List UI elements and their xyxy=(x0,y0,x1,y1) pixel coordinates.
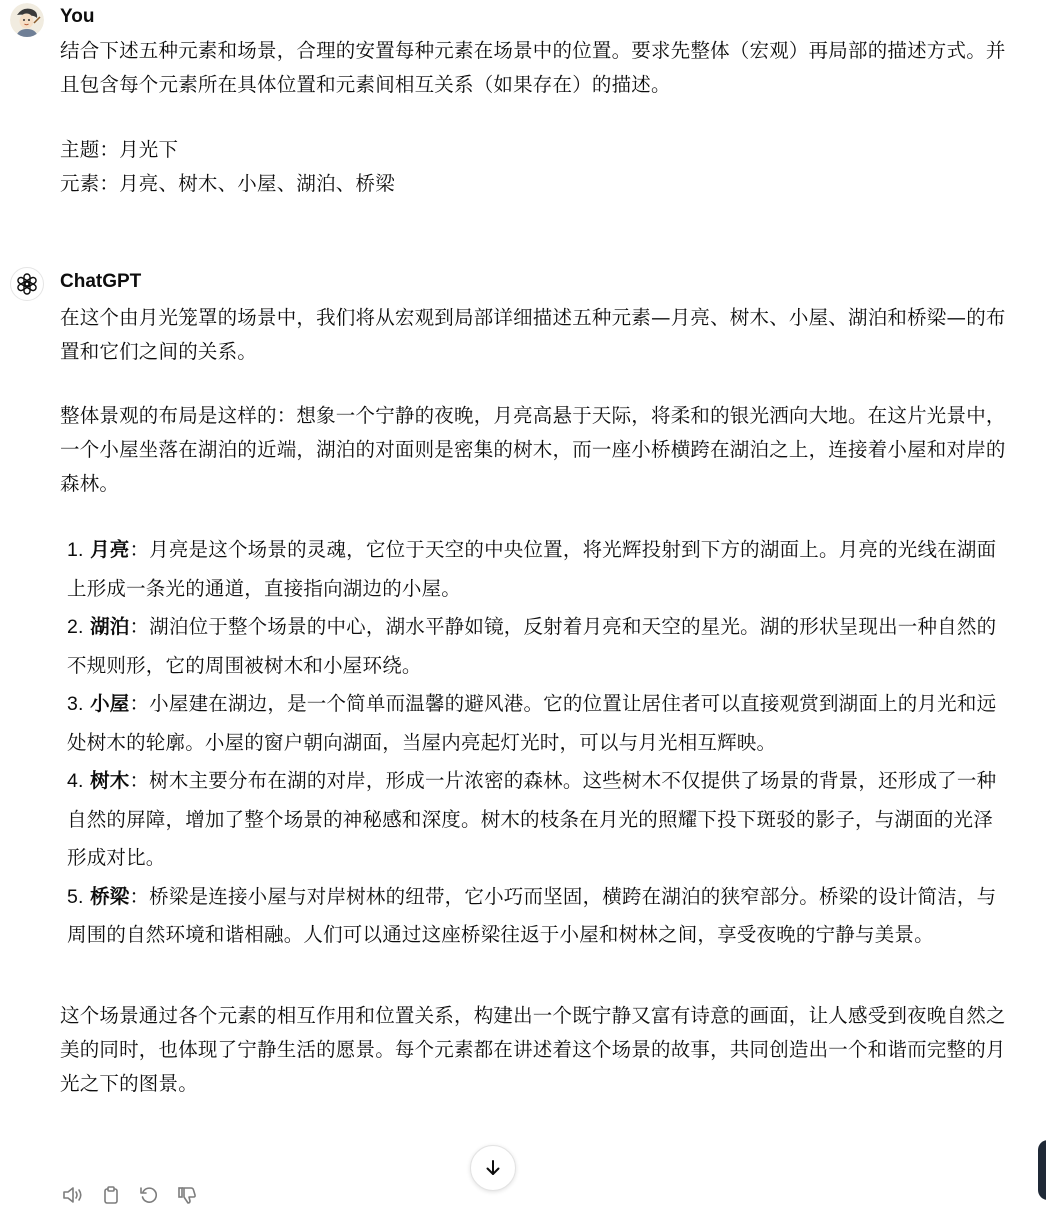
list-item xyxy=(67,878,1012,955)
list-item-term: 湖泊 xyxy=(90,615,130,638)
copy-button[interactable] xyxy=(96,1180,126,1210)
thumbs-down-icon xyxy=(176,1184,198,1206)
user-message-body xyxy=(60,34,1012,201)
user-theme-line: 主题：月光下 xyxy=(60,138,179,161)
user-avatar-illustration xyxy=(10,3,44,37)
read-aloud-button[interactable] xyxy=(58,1180,88,1210)
list-item-term: 树木 xyxy=(90,769,130,792)
user-author-name: You xyxy=(60,6,95,27)
list-item-term: 桥梁 xyxy=(90,884,130,908)
list-item xyxy=(67,608,1012,685)
arrow-down-icon xyxy=(483,1158,503,1178)
dislike-button[interactable] xyxy=(172,1180,202,1210)
paragraph-gap xyxy=(60,369,1012,399)
side-panel-tab[interactable] xyxy=(1038,1140,1046,1200)
element-list xyxy=(60,531,1012,955)
regenerate-button[interactable] xyxy=(134,1180,164,1210)
assistant-overview: 整体景观的布局是这样的：想象一个宁静的夜晚，月亮高悬于天际，将柔和的银光洒向大地。在这片光景中，一个小屋坐落在湖泊的近端，湖泊的对面则是密集的树木，而一座小桥横跨在湖泊之上，连接着小屋和对岸的森林。 xyxy=(60,404,1006,495)
list-item-number: 3. xyxy=(67,693,84,715)
list-item-text: ：树木主要分布在湖的对岸，形成一片浓密的森林。这些树木不仅提供了场景的背景，还形成了一种自然的屏障，增加了整个场景的神秘感和深度。树木的枝条在月光的照耀下投下斑驳的影子，与湖面的光泽形成对比。 xyxy=(67,769,997,869)
list-item-number: 5. xyxy=(67,885,84,908)
regenerate-icon xyxy=(138,1184,160,1206)
list-item-term: 小屋 xyxy=(90,692,130,715)
list-item xyxy=(67,762,1012,878)
list-item-number: 4. xyxy=(67,770,84,792)
list-item-text: ：小屋建在湖边，是一个简单而温馨的避风港。它的位置让居住者可以直接观赏到湖面上的月光和远处树木的轮廓。小屋的窗户朝向湖面，当屋内亮起灯光时，可以与月光相互辉映。 xyxy=(67,692,997,754)
assistant-message-body xyxy=(60,301,1012,1101)
list-item xyxy=(67,685,1012,762)
openai-logo-icon xyxy=(11,268,43,300)
user-prompt-line: 结合下述五种元素和场景，合理的安置每种元素在场景中的位置。要求先整体（宏观）再局部的描述方式。并且包含每个元素所在具体位置和元素间相互关系（如果存在）的描述。 xyxy=(60,39,1006,96)
user-avatar[interactable] xyxy=(10,3,44,37)
list-item-text: ：月亮是这个场景的灵魂，它位于天空的中央位置，将光辉投射到下方的湖面上。月亮的光线在湖面上形成一条光的通道，直接指向湖边的小屋。 xyxy=(67,538,997,600)
list-item-text: ：湖泊位于整个场景的中心，湖水平静如镜，反射着月亮和天空的星光。湖的形状呈现出一种自然的不规则形，它的周围被树木和小屋环绕。 xyxy=(67,615,997,677)
assistant-author-name: ChatGPT xyxy=(60,271,142,292)
list-item-text: ：桥梁是连接小屋与对岸树林的纽带，它小巧而坚固，横跨在湖泊的狭窄部分。桥梁的设计简洁，与周围的自然环境和谐相融。人们可以通过这座桥梁往返于小屋和树林之间，享受夜晚的宁静与美景。 xyxy=(67,884,997,946)
assistant-intro: 在这个由月光笼罩的场景中，我们将从宏观到局部详细描述五种元素—月亮、树木、小屋、湖泊和桥梁—的布置和它们之间的关系。 xyxy=(60,306,1006,363)
list-item-number: 1. xyxy=(67,539,84,561)
paragraph-gap xyxy=(60,501,1012,531)
message-action-bar xyxy=(58,1180,202,1210)
list-item-term: 月亮 xyxy=(90,538,130,561)
speaker-icon xyxy=(62,1185,84,1205)
assistant-conclusion: 这个场景通过各个元素的相互作用和位置关系，构建出一个既宁静又富有诗意的画面，让人感受到夜晚自然之美的同时，也体现了宁静生活的愿景。每个元素都在讲述着这个场景的故事，共同创造出一个和谐而完整的月光之下的图景。 xyxy=(60,1003,1006,1095)
list-item-number: 2. xyxy=(67,616,84,638)
assistant-avatar xyxy=(10,267,44,301)
clipboard-icon xyxy=(101,1185,121,1205)
scroll-to-bottom-button[interactable] xyxy=(470,1145,516,1191)
user-elements-line: 元素：月亮、树木、小屋、湖泊、桥梁 xyxy=(60,172,395,195)
paragraph-gap xyxy=(60,102,1012,133)
list-item xyxy=(67,531,1012,608)
paragraph-gap xyxy=(60,955,1012,999)
